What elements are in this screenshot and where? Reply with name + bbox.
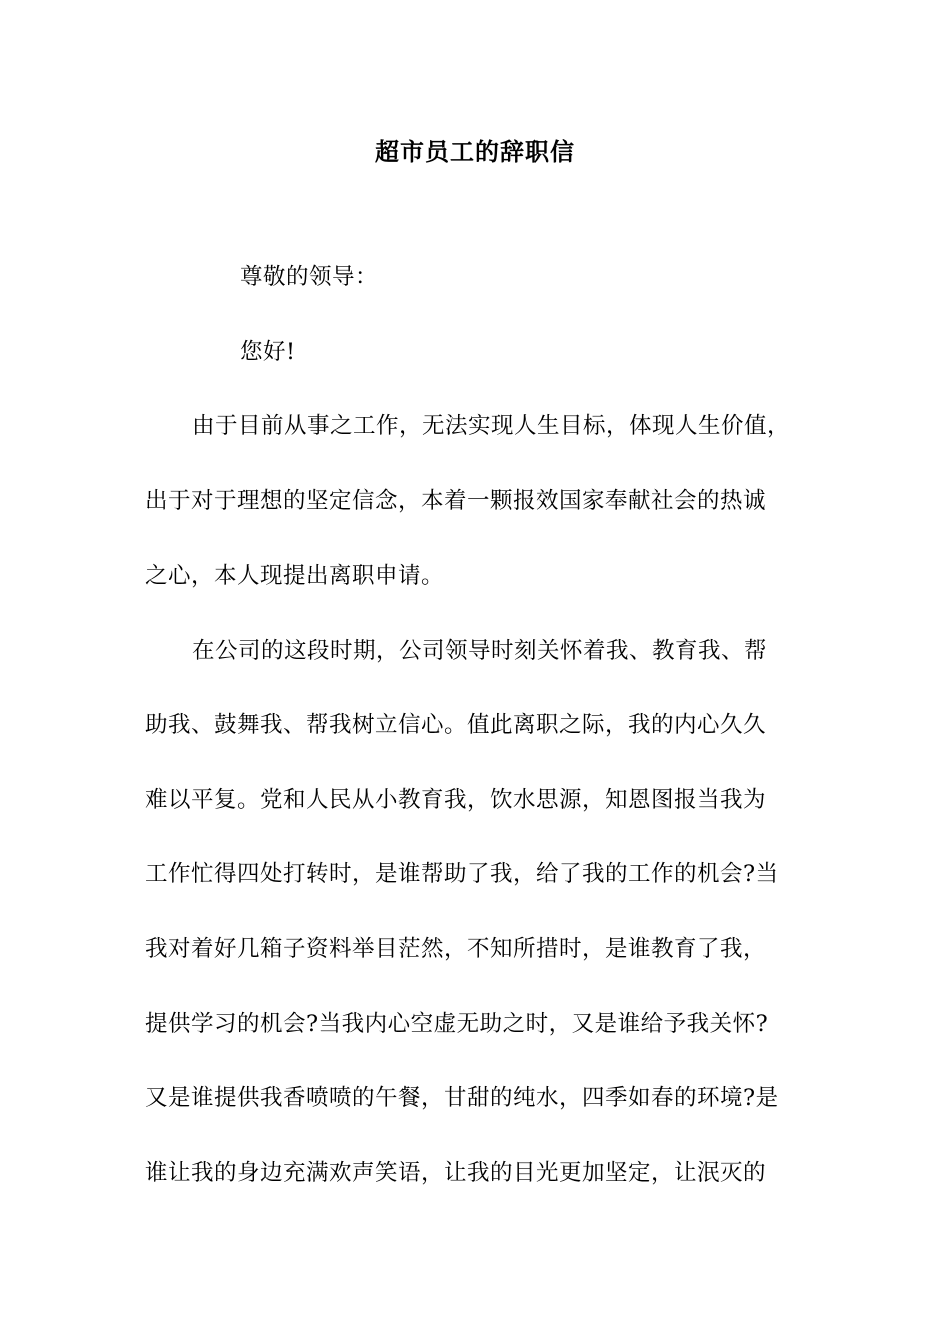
paragraph-line: 工作忙得四处打转时，是谁帮助了我，给了我的工作的机会?当: [145, 861, 779, 887]
paragraph-line: 谁让我的身边充满欢声笑语，让我的目光更加坚定，让泯灭的: [145, 1160, 767, 1186]
paragraph-line: 出于对于理想的坚定信念，本着一颗报效国家奉献社会的热诚: [145, 488, 767, 514]
document-title: 超市员工的辞职信: [375, 137, 575, 166]
paragraph-line: 助我、鼓舞我、帮我树立信心。值此离职之际，我的内心久久: [145, 712, 767, 738]
paragraph-line: 由于目前从事之工作，无法实现人生目标，体现人生价值，: [192, 413, 791, 439]
paragraph-line: 难以平复。党和人民从小教育我，饮水思源，知恩图报当我为: [145, 787, 767, 813]
paragraph-line: 提供学习的机会?当我内心空虚无助之时，又是谁给予我关怀?: [145, 1011, 769, 1037]
greeting: 您好!: [240, 339, 296, 365]
paragraph-line: 我对着好几箱子资料举目茫然，不知所措时，是谁教育了我，: [145, 936, 767, 962]
paragraph-line: 又是谁提供我香喷喷的午餐，甘甜的纯水，四季如春的环境?是: [145, 1085, 779, 1111]
paragraph-line: 在公司的这段时期，公司领导时刻关怀着我、教育我、帮: [192, 638, 768, 664]
paragraph-line: 之心，本人现提出离职申请。: [145, 563, 445, 589]
salutation: 尊敬的领导：: [240, 264, 379, 290]
